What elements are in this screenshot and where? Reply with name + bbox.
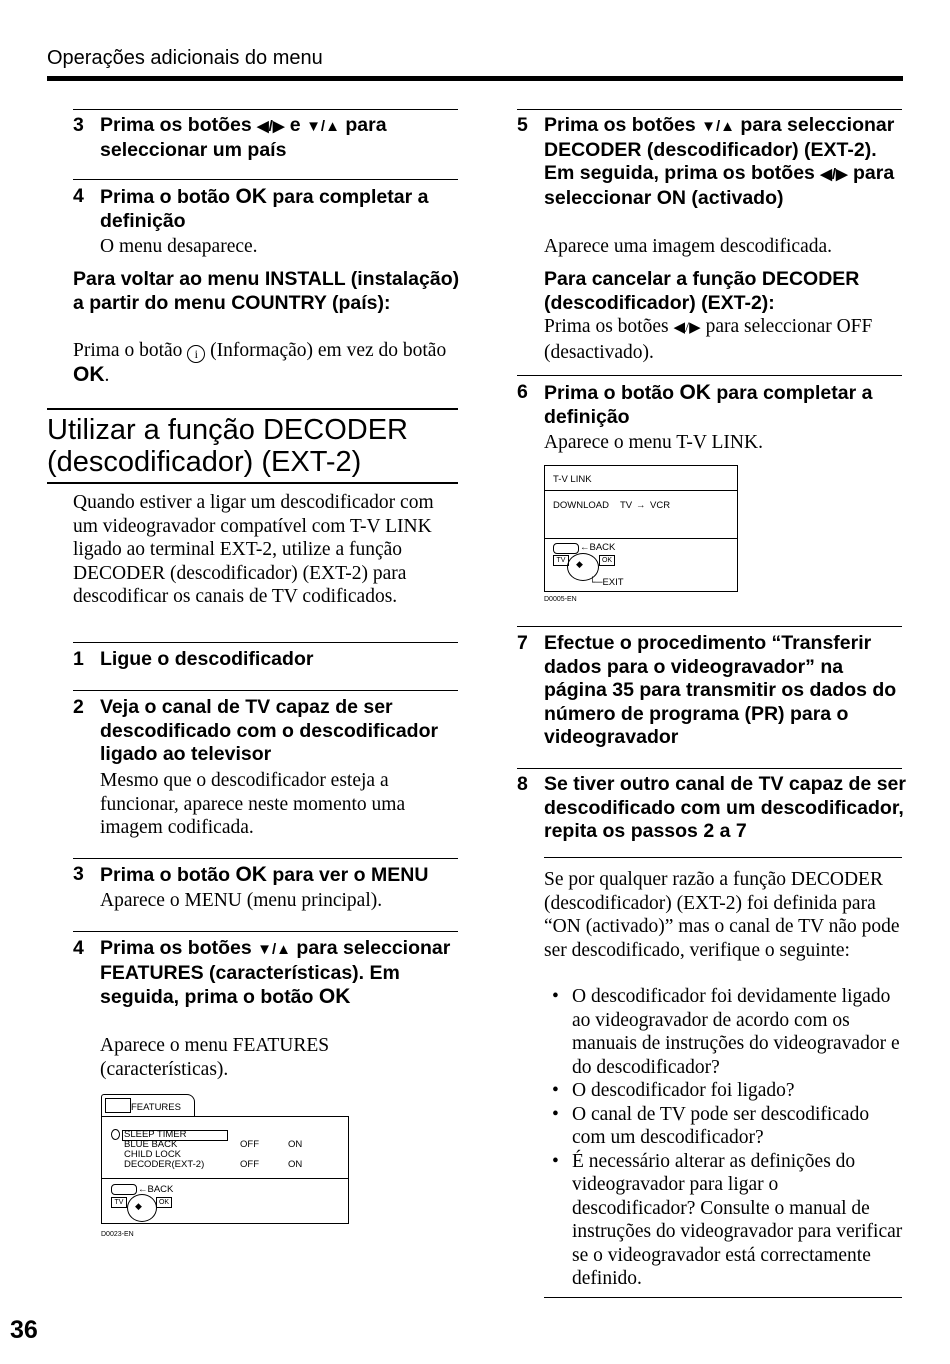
arrow-right-icon: → xyxy=(636,500,646,511)
divider xyxy=(517,626,902,627)
step-text: para ver o MENU xyxy=(266,864,429,886)
ok-button-icon: OK xyxy=(73,363,105,386)
features-menu-icon xyxy=(105,1098,131,1113)
header-rule xyxy=(47,76,903,81)
left-right-arrows-icon: ◀/▶ xyxy=(820,166,848,183)
step-text: Prima o botão xyxy=(100,186,236,208)
list-item-text: O canal de TV pode ser descodificado com um descodificador? xyxy=(572,1103,870,1148)
download-item: DOWNLOAD xyxy=(553,500,609,511)
option-off: OFF xyxy=(240,1159,259,1170)
step-description: O menu desaparece. xyxy=(100,236,258,257)
step-description: Aparece o menu FEATURES (características). xyxy=(100,1035,330,1080)
step-7 xyxy=(517,632,907,750)
divider xyxy=(545,490,737,491)
divider xyxy=(544,1297,902,1298)
step-text: para seleccionar um país xyxy=(100,114,387,161)
screen-title: T-V LINK xyxy=(553,474,592,485)
step-number: 4 xyxy=(73,185,84,207)
step-6 xyxy=(517,381,907,429)
dpad-arrows-icon: ◆ xyxy=(576,559,583,569)
divider xyxy=(73,642,458,643)
list-item: • O descodificador foi ligado? xyxy=(552,1080,795,1101)
step-text: Veja o canal de TV capaz de ser descodificado com o descodificador ligado ao televisor xyxy=(100,696,439,765)
page-header: Operações adicionais do menu xyxy=(47,47,323,69)
divider xyxy=(73,109,458,110)
troubleshoot-list xyxy=(546,985,904,1291)
step-text: Prima os botões xyxy=(100,114,258,136)
list-item-text: O descodificador foi devidamente ligado ao videogravador de acordo com os manuais de instruções do videogravador e do descodificador? xyxy=(572,986,900,1078)
step-text: Se tiver outro canal de TV capaz de ser descodificado com um descodificador, repita os passos 2 a 7 xyxy=(544,773,906,842)
left-right-arrows-icon: ◀/▶ xyxy=(673,320,701,336)
tvlink-screen: T-V LINK DOWNLOAD TV → VCR ←BACK TV ◆ OK └─EXIT xyxy=(544,465,738,592)
back-label: BACK xyxy=(147,1184,174,1195)
step-4-features xyxy=(73,937,463,1010)
step-8 xyxy=(517,773,912,844)
cancel-note-text xyxy=(544,315,904,364)
info-button-icon xyxy=(553,543,579,554)
note-text: (Informação) em vez do botão xyxy=(205,340,447,361)
section-rule-bottom xyxy=(47,482,458,484)
step-text: Prima o botão xyxy=(100,864,236,886)
divider xyxy=(545,538,737,539)
list-item: • É necessário alterar as definições do videogravador para ligar o descodificador? Consulte o manual de instruções do videogravador para verificar se o videogravador está correctamente definido. xyxy=(552,1150,903,1289)
step-number: 8 xyxy=(517,773,528,795)
ok-button-icon: OK xyxy=(156,1197,172,1208)
section-intro: Quando estiver a ligar um descodificador com um videogravador compatível com T-V LINK ligado ao terminal EXT-2, utilize a função DECODER (descodificador) (EXT-2) para descodificar os canais de TV codificados. xyxy=(73,492,434,607)
down-up-arrows-icon: ▼/▲ xyxy=(306,118,340,135)
ok-button-icon: OK xyxy=(679,381,711,404)
vcr-label: VCR xyxy=(650,500,671,511)
step-text: para seleccionar ON (activado) xyxy=(544,162,895,209)
tv-button-icon: TV xyxy=(553,555,569,566)
divider xyxy=(544,857,902,858)
step-text: Prima os botões xyxy=(100,937,258,959)
step-2 xyxy=(73,696,463,767)
list-item: • O descodificador foi devidamente ligado ao videogravador de acordo com os manuais de instruções do videogravador e do descodificador? xyxy=(552,986,900,1078)
return-note-text xyxy=(73,339,458,388)
cursor-icon xyxy=(111,1129,120,1140)
tv-button-icon: TV xyxy=(111,1197,127,1208)
divider xyxy=(73,179,458,180)
down-up-arrows-icon: ▼/▲ xyxy=(257,941,291,958)
divider xyxy=(517,109,902,110)
figure-code: D0023-EN xyxy=(101,1231,134,1238)
menu-item-sleep-timer: SLEEP TIMER xyxy=(124,1129,187,1140)
left-right-arrows-icon: ◀/▶ xyxy=(257,118,285,135)
step-text: Ligue o descodificador xyxy=(100,648,314,670)
list-item: • O canal de TV pode ser descodificado com um descodificador? xyxy=(552,1103,870,1148)
step-3-menu xyxy=(73,863,463,888)
return-note-title: Para voltar ao menu INSTALL (instalação) a partir do menu COUNTRY (país): xyxy=(73,268,460,314)
step-description: Mesmo que o descodificador esteja a funcionar, aparece neste momento uma imagem codificada. xyxy=(100,770,406,838)
features-menu-illustration xyxy=(101,1094,351,1239)
option-on: ON xyxy=(288,1139,303,1150)
note-text: para seleccionar OFF (desactivado). xyxy=(544,316,873,363)
features-tab xyxy=(101,1094,195,1117)
step-number: 2 xyxy=(73,696,84,718)
dpad-arrows-icon: ◆ xyxy=(135,1201,142,1211)
menu-screen: SLEEP TIMER BLUE BACK CHILD LOCK DECODER(EXT-2) OFF ON OFF ON ←BACK TV ◆ OK xyxy=(101,1116,349,1224)
step-4-complete xyxy=(73,185,463,233)
tv-label: TV xyxy=(620,500,633,511)
down-up-arrows-icon: ▼/▲ xyxy=(701,118,735,135)
menu-item-decoder: DECODER(EXT-2) xyxy=(124,1159,205,1170)
ok-button-icon: OK xyxy=(235,863,267,886)
tvlink-menu-illustration xyxy=(544,465,740,605)
divider xyxy=(73,931,458,932)
step-text: para seleccionar DECODER (descodificador) (EXT-2). Em seguida, prima os botões xyxy=(544,114,895,184)
step-text: para completar a definição xyxy=(100,186,429,232)
step-3-country xyxy=(73,114,463,162)
cancel-note-title: Para cancelar a função DECODER (descodificador) (EXT-2): xyxy=(544,268,860,314)
step-number: 4 xyxy=(73,937,84,959)
step-number: 7 xyxy=(517,632,528,654)
dpad-icon xyxy=(127,1194,157,1222)
step-5 xyxy=(517,114,907,210)
tab-label: FEATURES xyxy=(131,1102,181,1113)
back-label: BACK xyxy=(589,542,616,553)
ok-button-icon: OK xyxy=(318,985,351,1008)
step-description: Aparece uma imagem descodificada. xyxy=(544,236,833,257)
info-button-icon xyxy=(111,1184,137,1195)
section-title: Utilizar a função DECODER (descodificador) (EXT-2) xyxy=(47,414,408,478)
note-text: Prima os botões xyxy=(544,316,674,337)
menu-item-blue-back: BLUE BACK xyxy=(124,1139,178,1150)
step-text: para completar a definição xyxy=(544,382,873,428)
step-number: 3 xyxy=(73,114,84,136)
step-text: Efectue o procedimento “Transferir dados para o videogravador” na página 35 para transmitir os dados do número de programa (PR) para o videogravador xyxy=(544,632,897,748)
step-description: Aparece o MENU (menu principal). xyxy=(100,890,383,911)
step-number: 1 xyxy=(73,648,84,670)
divider xyxy=(73,690,458,691)
step-description: Aparece o menu T-V LINK. xyxy=(544,432,763,453)
step-text: para seleccionar FEATURES (características). Em seguida, prima o botão xyxy=(100,937,451,1008)
page-number: 36 xyxy=(10,1316,38,1344)
figure-code: D0005-EN xyxy=(544,596,577,603)
step-number: 6 xyxy=(517,381,528,403)
section-rule-top xyxy=(47,408,458,410)
step-1 xyxy=(73,648,463,672)
divider xyxy=(102,1178,348,1179)
option-on: ON xyxy=(288,1159,303,1170)
list-item-text: É necessário alterar as definições do videogravador para ligar o descodificador? Consulte o manual de instruções do videogravador para verificar se o videogravador está correctamente definido. xyxy=(572,1150,903,1289)
option-off: OFF xyxy=(240,1139,259,1150)
step-text: e xyxy=(284,114,307,136)
divider xyxy=(517,768,902,769)
note-text: . xyxy=(104,365,110,386)
ok-button-icon: OK xyxy=(599,555,615,566)
step-text: Prima os botões xyxy=(544,114,702,136)
divider xyxy=(73,858,458,859)
info-icon: i xyxy=(187,345,205,363)
list-item-text: O descodificador foi ligado? xyxy=(572,1080,795,1101)
troubleshoot-intro: Se por qualquer razão a função DECODER (descodificador) (EXT-2) foi definida para “ON (activado)” mas o canal de TV não pode ser descodificado, verifique o seguinte: xyxy=(544,869,900,961)
step-text: Prima o botão xyxy=(544,382,680,404)
step-number: 3 xyxy=(73,863,84,885)
exit-label: EXIT xyxy=(602,577,624,588)
ok-button-icon: OK xyxy=(235,185,267,208)
note-text: Prima o botão xyxy=(73,340,188,361)
divider xyxy=(517,375,902,376)
menu-item-child-lock: CHILD LOCK xyxy=(124,1149,182,1160)
step-number: 5 xyxy=(517,114,528,136)
